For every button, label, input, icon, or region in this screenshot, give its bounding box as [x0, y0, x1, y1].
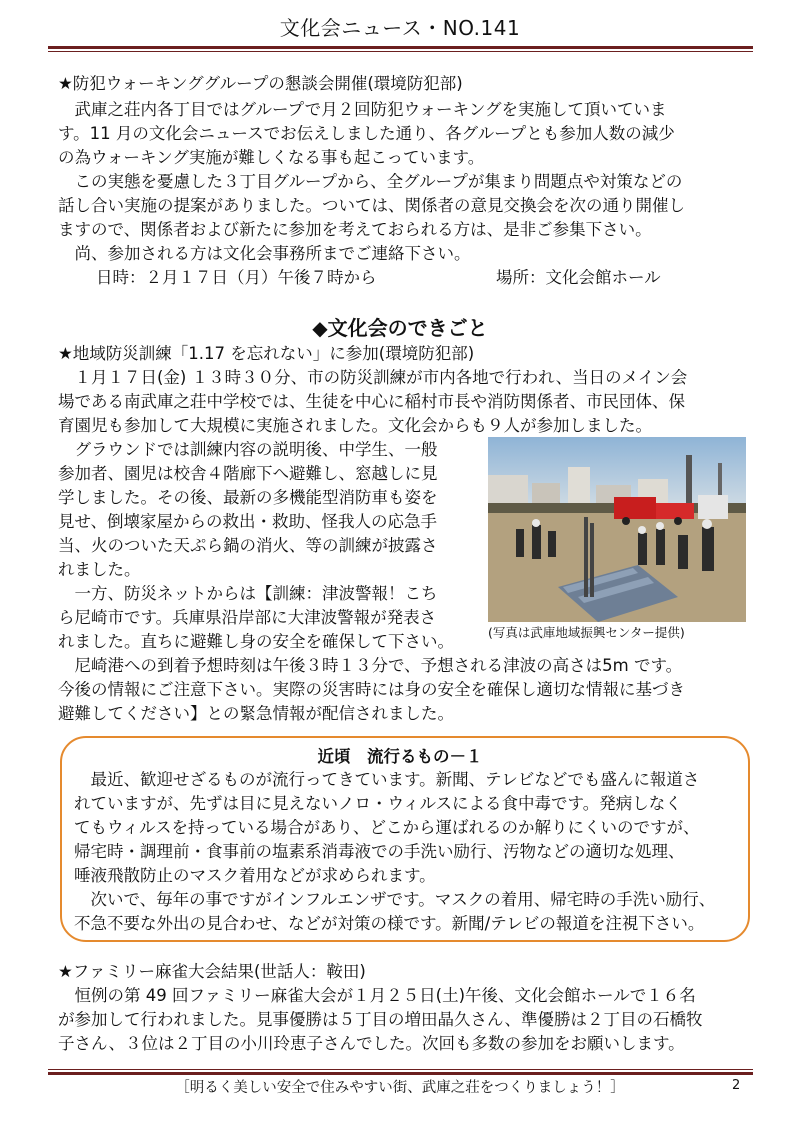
paragraph-line: 見せ、倒壊家屋からの救出・救助、怪我人の応急手 [58, 512, 438, 531]
paragraph-line: 話し合い実施の提案がありました。ついては、関係者の意見交換会を次の通り開催し [58, 196, 685, 215]
box-title: 近頃 流行るもの－１ [317, 747, 483, 766]
header-rule-thick [48, 46, 753, 49]
article-heading: ★ファミリー麻雀大会結果(世話人：鞍田) [58, 962, 366, 981]
photo-caption: (写真は武庫地域振興センター提供) [488, 625, 685, 640]
header-rule-thin [48, 51, 753, 52]
paragraph-line: が参加して行われました。見事優勝は５丁目の増田晶久さん、準優勝は２丁目の石橋牧 [58, 1010, 703, 1029]
paragraph-line: 避難してください】との緊急情報が配信されました。 [58, 704, 454, 723]
paragraph-line: 武庫之荘内各丁目ではグループで月２回防犯ウォーキングを実施して頂いていま [58, 100, 667, 119]
drill-photo-illustration [488, 437, 746, 622]
footer-slogan: ［明るく美しい安全で住みやすい街、武庫之荘をつくりましょう！］ [175, 1080, 625, 1096]
paragraph-line: の為ウォーキング実施が難しくなる事も起こっています。 [58, 148, 485, 167]
paragraph-line: 次いで、毎年の事ですがインフルエンザです。マスクの着用、帰宅時の手洗い励行、 [74, 890, 716, 909]
paragraph-line: ら尼崎市です。兵庫県沿岸部に大津波警報が発表さ [58, 608, 437, 627]
event-datetime: 日時：２月１７日（月）午後７時から [96, 268, 377, 287]
paragraph-line: １月１７日(金) １３時３０分、市の防災訓練が市内各地で行われ、当日のメイン会 [58, 368, 688, 387]
paragraph-line: 場である南武庫之荘中学校では、生徒を中心に稲村市長や消防関係者、市民団体、保 [58, 392, 685, 411]
paragraph-line: 一方、防災ネットからは【訓練：津波警報！こち [58, 584, 438, 603]
paragraph-line: れました。直ちに避難し身の安全を確保して下さい。 [58, 632, 454, 651]
paragraph-line: この実態を憂慮した３丁目グループから、全グループが集まり問題点や対策などの [58, 172, 683, 191]
footer-rule-thin [48, 1069, 753, 1070]
paragraph-line: 不急不要な外出の見合わせ、などが対策の様です。新聞/テレビの報道を注視下さい。 [74, 914, 705, 933]
paragraph-line: 最近、歓迎せざるものが流行ってきています。新聞、テレビなどでも盛んに報道さ [74, 770, 700, 789]
paragraph-line: ますので、関係者および新たに参加を考えておられる方は、是非ご参集下さい。 [58, 220, 652, 239]
section-title: ◆文化会のできごと [312, 316, 488, 340]
article-heading: ★地域防災訓練「1.17 を忘れない」に参加(環境防犯部) [58, 344, 475, 363]
footer-rule-thick [48, 1072, 753, 1075]
paragraph-line: れていますが、先ずは目に見えないノロ・ウィルスによる食中毒です。発病しなく [74, 794, 682, 813]
paragraph-line: 学しました。その後、最新の多機能型消防車も姿を [58, 488, 438, 507]
paragraph-line: 尼崎港への到着予想時刻は午後３時１３分で、予想される津波の高さは5m です。 [58, 656, 683, 675]
drill-photo [488, 437, 746, 622]
paragraph-line: 育園児も参加して大規模に実施されました。文化会からも９人が参加しました。 [58, 416, 652, 435]
paragraph-line: 帰宅時・調理前・食事前の塩素系消毒液での手洗い励行、汚物などの適切な処理、 [74, 842, 685, 861]
newsletter-title: 文化会ニュース・NO.141 [279, 16, 521, 40]
paragraph-line: グラウンドでは訓練内容の説明後、中学生、一般 [58, 440, 438, 459]
paragraph-line: てもウィルスを持っている場合があり、どこから運ばれるのか解りにくいのですが、 [74, 818, 700, 837]
paragraph-line: 唾液飛散防止のマスク着用などが求められます。 [74, 866, 436, 885]
paragraph-line: 子さん、３位は２丁目の小川玲恵子さんでした。次回も多数の参加をお願いします。 [58, 1034, 685, 1053]
paragraph-line: 恒例の第 49 回ファミリー麻雀大会が１月２５日(土)午後、文化会館ホールで１６名 [58, 986, 696, 1005]
paragraph-line: れました。 [58, 560, 141, 579]
article-heading: ★防犯ウォーキンググループの懇談会開催(環境防犯部) [58, 74, 463, 93]
paragraph-line: す。11 月の文化会ニュースでお伝えしました通り、各グループとも参加人数の減少 [58, 124, 675, 143]
page-number: 2 [732, 1078, 741, 1093]
paragraph-line: 今後の情報にご注意下さい。実際の災害時には身の安全を確保し適切な情報に基づき [58, 680, 685, 699]
paragraph-line: 尚、参加される方は文化会事務所までご連絡下さい。 [58, 244, 471, 263]
paragraph-line: 参加者、園児は校舎４階廊下へ避難し、窓越しに見 [58, 464, 438, 483]
event-place: 場所：文化会館ホール [496, 268, 661, 287]
paragraph-line: 当、火のついた天ぷら鍋の消火、等の訓練が披露さ [58, 536, 438, 555]
